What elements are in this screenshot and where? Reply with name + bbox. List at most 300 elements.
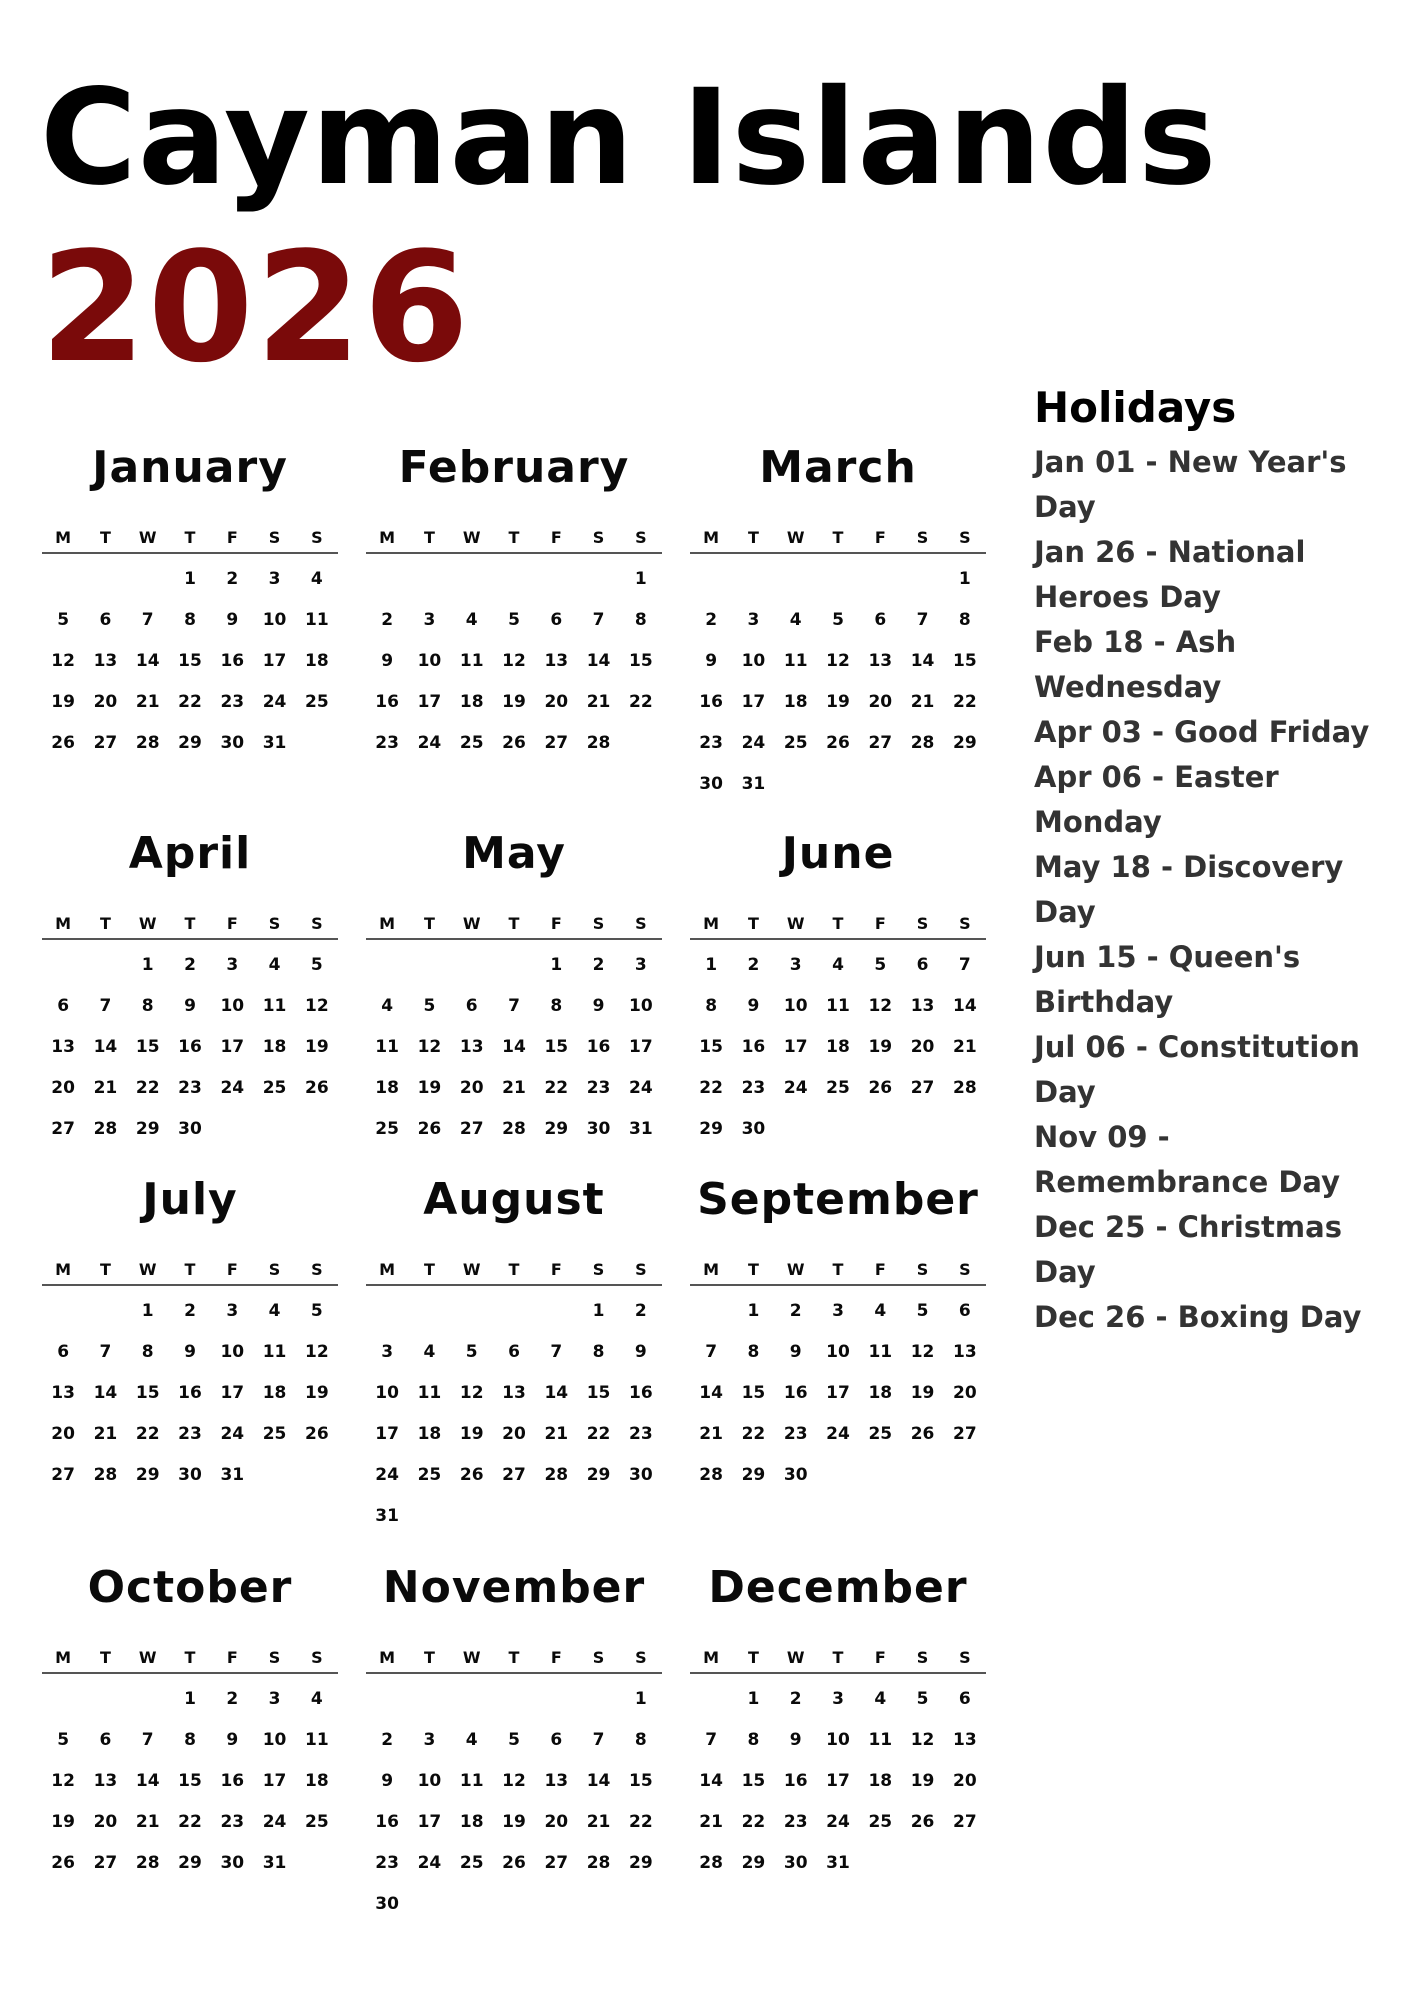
weekday-label: M — [55, 913, 72, 933]
weekday-label: S — [959, 527, 971, 547]
day-cell: 14 — [544, 1382, 569, 1403]
day-cell: 5 — [465, 1341, 478, 1362]
day-cell: 10 — [741, 650, 766, 671]
day-cell: 28 — [135, 732, 160, 753]
day-cell: 16 — [783, 1770, 808, 1791]
day-cell: 8 — [184, 1729, 196, 1750]
day-cell: 11 — [262, 995, 287, 1016]
weekday-label: S — [635, 527, 647, 547]
weekday-header — [690, 522, 986, 554]
day-cell: 25 — [826, 1077, 850, 1098]
day-cell: 3 — [226, 954, 239, 975]
day-cell: 6 — [99, 609, 112, 630]
weekday-label: S — [592, 913, 605, 933]
weekday-label: F — [550, 527, 562, 547]
day-cell: 8 — [634, 609, 647, 630]
day-cell: 26 — [459, 1464, 484, 1485]
day-cell: 14 — [135, 1770, 160, 1791]
day-cell: 8 — [550, 995, 563, 1016]
day-cell: 21 — [135, 1811, 160, 1832]
day-cell: 24 — [826, 1423, 850, 1444]
day-cell: 13 — [953, 1341, 977, 1362]
weekday-label: W — [462, 527, 481, 547]
day-cell: 10 — [783, 995, 808, 1016]
year-heading: 2026 — [40, 219, 472, 396]
weekday-label: W — [786, 913, 805, 933]
weekday-label: F — [874, 1647, 886, 1667]
day-cell: 13 — [51, 1036, 75, 1057]
holiday-item: Dec 26 - Boxing Day — [1034, 1300, 1362, 1334]
weekday-label: S — [592, 527, 605, 547]
day-cell: 28 — [910, 732, 935, 753]
day-cell: 6 — [550, 609, 563, 630]
weekday-label: F — [226, 1259, 238, 1279]
day-cell: 21 — [586, 691, 611, 712]
day-cell: 6 — [99, 1729, 112, 1750]
day-cell: 11 — [783, 650, 808, 671]
day-cell: 24 — [220, 1077, 245, 1098]
day-cell: 8 — [141, 1341, 154, 1362]
day-cell: 17 — [741, 691, 766, 712]
day-cell: 6 — [57, 995, 70, 1016]
day-cell: 29 — [586, 1464, 611, 1485]
month-september — [690, 1174, 986, 1495]
day-cell: 2 — [226, 1688, 239, 1709]
day-cell: 2 — [634, 1300, 647, 1321]
day-cell: 30 — [220, 732, 245, 753]
day-cell: 30 — [178, 1464, 202, 1485]
day-cell: 3 — [268, 1688, 281, 1709]
day-cell: 9 — [381, 1770, 394, 1791]
holiday-item: Apr 03 - Good Friday — [1034, 715, 1370, 749]
weekday-label: F — [226, 527, 238, 547]
day-cell: 7 — [916, 609, 929, 630]
day-cell: 6 — [874, 609, 887, 630]
day-cell: 14 — [699, 1770, 723, 1791]
day-cell: 6 — [508, 1341, 520, 1362]
day-cell: 7 — [592, 609, 605, 630]
day-cell: 7 — [99, 995, 112, 1016]
day-cell: 5 — [508, 1729, 520, 1750]
day-cell: 24 — [220, 1423, 245, 1444]
weekday-header — [690, 908, 986, 940]
day-cell: 30 — [220, 1852, 245, 1873]
weekday-label: F — [874, 1259, 886, 1279]
day-cell: 16 — [220, 650, 245, 671]
day-cell: 18 — [262, 1036, 287, 1057]
day-cell: 4 — [268, 954, 281, 975]
day-cell: 26 — [502, 732, 526, 753]
day-cell: 9 — [705, 650, 718, 671]
weekday-label: W — [786, 1259, 805, 1279]
weekday-header — [690, 1642, 986, 1674]
weekday-label: W — [138, 913, 157, 933]
day-cell: 14 — [93, 1036, 118, 1057]
day-cell: 30 — [699, 773, 723, 794]
day-cell: 17 — [783, 1036, 808, 1057]
day-cell: 31 — [741, 773, 766, 794]
day-cell: 22 — [178, 691, 202, 712]
day-cell: 20 — [544, 1811, 569, 1832]
day-cell: 18 — [868, 1770, 893, 1791]
day-cell: 30 — [586, 1118, 611, 1139]
day-cell: 29 — [178, 1852, 202, 1873]
day-cell: 20 — [953, 1382, 977, 1403]
weekday-label: M — [55, 1647, 72, 1667]
holiday-item: Jun 15 - Queen's Birthday — [1034, 940, 1301, 1019]
day-cell: 19 — [910, 1382, 935, 1403]
day-cell: 13 — [502, 1382, 526, 1403]
day-cell: 1 — [184, 1688, 196, 1709]
holiday-item: Jan 26 - National Heroes Day — [1034, 535, 1306, 614]
day-cell: 24 — [783, 1077, 808, 1098]
day-cell: 17 — [375, 1423, 399, 1444]
day-cell: 12 — [51, 1770, 75, 1791]
holiday-item: Feb 18 - Ash Wednesday — [1034, 625, 1237, 704]
day-cell: 24 — [741, 732, 766, 753]
weekday-label: S — [916, 1647, 929, 1667]
day-cell: 14 — [699, 1382, 723, 1403]
day-cell: 9 — [789, 1341, 802, 1362]
day-cell: 11 — [262, 1341, 287, 1362]
day-cell: 19 — [51, 1811, 75, 1832]
day-cell: 18 — [459, 691, 484, 712]
day-cell: 4 — [789, 609, 802, 630]
day-cell: 20 — [953, 1770, 977, 1791]
weekday-label: M — [379, 1259, 396, 1279]
month-name: February — [398, 442, 630, 493]
day-cell: 3 — [747, 609, 760, 630]
day-cell: 28 — [586, 732, 611, 753]
day-cell: 26 — [51, 732, 75, 753]
day-cell: 24 — [262, 1811, 287, 1832]
day-cell: 1 — [184, 568, 196, 589]
weekday-label: F — [550, 913, 562, 933]
weekday-label: T — [99, 1647, 111, 1667]
day-cell: 16 — [699, 691, 723, 712]
holiday-item: Jul 06 - Constitution Day — [1034, 1030, 1360, 1109]
holiday-item: Dec 25 - Christmas Day — [1034, 1210, 1342, 1289]
day-cell: 15 — [699, 1036, 723, 1057]
weekday-label: T — [184, 913, 196, 933]
month-name: March — [759, 442, 917, 493]
month-name: August — [423, 1174, 605, 1225]
day-cell: 26 — [417, 1118, 442, 1139]
day-cell: 7 — [705, 1729, 718, 1750]
weekday-label: T — [747, 913, 759, 933]
day-cell: 27 — [953, 1423, 977, 1444]
day-cell: 7 — [705, 1341, 718, 1362]
day-cell: 12 — [868, 995, 893, 1016]
day-cell: 8 — [705, 995, 718, 1016]
weekday-label: S — [959, 913, 971, 933]
day-cell: 8 — [747, 1729, 760, 1750]
day-cell: 28 — [502, 1118, 526, 1139]
day-cell: 27 — [51, 1464, 75, 1485]
day-cell: 29 — [741, 1852, 766, 1873]
day-cell: 20 — [544, 691, 569, 712]
day-cell: 13 — [93, 650, 118, 671]
day-cell: 12 — [305, 995, 329, 1016]
day-cell: 21 — [135, 691, 160, 712]
day-grid — [42, 1290, 338, 1495]
day-cell: 25 — [459, 732, 484, 753]
page-title: Cayman Islands — [40, 61, 1218, 215]
day-cell: 24 — [417, 732, 442, 753]
weekday-label: T — [184, 527, 196, 547]
day-cell: 22 — [629, 691, 653, 712]
weekday-label: S — [635, 1259, 647, 1279]
day-cell: 16 — [741, 1036, 766, 1057]
day-cell: 9 — [747, 995, 760, 1016]
day-cell: 27 — [544, 732, 569, 753]
weekday-header — [42, 1254, 338, 1286]
day-cell: 18 — [305, 650, 329, 671]
day-cell: 23 — [375, 1852, 399, 1873]
day-cell: 4 — [874, 1300, 887, 1321]
month-june — [690, 828, 986, 1149]
day-cell: 9 — [789, 1729, 802, 1750]
day-cell: 13 — [93, 1770, 118, 1791]
day-cell: 5 — [310, 1300, 323, 1321]
day-cell: 13 — [953, 1729, 977, 1750]
day-cell: 9 — [184, 995, 196, 1016]
day-cell: 30 — [741, 1118, 766, 1139]
day-cell: 9 — [634, 1341, 647, 1362]
weekday-label: T — [423, 527, 435, 547]
weekday-header — [366, 1642, 662, 1674]
day-cell: 2 — [381, 1729, 394, 1750]
day-cell: 14 — [586, 650, 611, 671]
day-cell: 4 — [465, 1729, 478, 1750]
day-cell: 18 — [826, 1036, 850, 1057]
day-cell: 21 — [910, 691, 935, 712]
weekday-label: S — [959, 1259, 971, 1279]
day-cell: 25 — [375, 1118, 399, 1139]
day-cell: 12 — [502, 1770, 526, 1791]
day-cell: 27 — [93, 1852, 118, 1873]
day-cell: 25 — [459, 1852, 484, 1873]
day-cell: 21 — [953, 1036, 977, 1057]
day-cell: 1 — [705, 954, 718, 975]
weekday-label: T — [832, 1259, 844, 1279]
weekday-label: S — [268, 527, 281, 547]
weekday-label: S — [916, 527, 929, 547]
weekday-header — [42, 522, 338, 554]
day-cell: 22 — [741, 1423, 766, 1444]
day-cell: 20 — [51, 1423, 75, 1444]
day-cell: 10 — [262, 609, 287, 630]
day-cell: 15 — [953, 650, 977, 671]
day-cell: 19 — [305, 1036, 329, 1057]
day-cell: 7 — [141, 609, 154, 630]
day-cell: 21 — [586, 1811, 611, 1832]
month-name: September — [697, 1174, 979, 1225]
weekday-label: W — [138, 527, 157, 547]
day-cell: 1 — [141, 954, 154, 975]
day-grid — [366, 1678, 662, 1924]
day-cell: 19 — [305, 1382, 329, 1403]
month-april — [42, 828, 338, 1149]
weekday-label: W — [786, 1647, 805, 1667]
month-name: July — [142, 1174, 238, 1225]
day-cell: 26 — [910, 1811, 935, 1832]
day-grid — [690, 944, 986, 1149]
month-january — [42, 442, 338, 763]
day-cell: 25 — [305, 1811, 329, 1832]
day-cell: 4 — [381, 995, 394, 1016]
day-cell: 7 — [99, 1341, 112, 1362]
day-cell: 15 — [178, 1770, 202, 1791]
day-cell: 31 — [629, 1118, 653, 1139]
day-cell: 1 — [634, 1688, 647, 1709]
weekday-header — [42, 1642, 338, 1674]
weekday-label: S — [635, 1647, 647, 1667]
day-cell: 20 — [51, 1077, 75, 1098]
day-cell: 17 — [826, 1382, 850, 1403]
month-march — [690, 442, 986, 804]
day-cell: 15 — [741, 1382, 766, 1403]
day-cell: 22 — [629, 1811, 653, 1832]
day-cell: 19 — [910, 1770, 935, 1791]
day-cell: 23 — [586, 1077, 611, 1098]
day-cell: 1 — [958, 568, 971, 589]
day-cell: 29 — [544, 1118, 569, 1139]
weekday-label: T — [832, 1647, 844, 1667]
day-cell: 26 — [826, 732, 850, 753]
weekday-label: S — [916, 913, 929, 933]
day-cell: 7 — [592, 1729, 605, 1750]
weekday-label: S — [311, 1647, 323, 1667]
day-grid — [690, 1290, 986, 1495]
day-cell: 27 — [910, 1077, 935, 1098]
day-cell: 2 — [184, 954, 196, 975]
day-cell: 5 — [57, 609, 70, 630]
day-cell: 30 — [375, 1893, 399, 1914]
day-cell: 23 — [220, 691, 245, 712]
month-name: October — [87, 1562, 293, 1613]
day-cell: 12 — [51, 650, 75, 671]
day-cell: 19 — [826, 691, 850, 712]
day-cell: 13 — [51, 1382, 75, 1403]
month-name: May — [462, 828, 566, 879]
day-cell: 18 — [375, 1077, 399, 1098]
weekday-label: F — [226, 1647, 238, 1667]
day-cell: 10 — [629, 995, 653, 1016]
day-grid — [366, 944, 662, 1149]
weekday-label: T — [423, 913, 435, 933]
day-cell: 29 — [629, 1852, 653, 1873]
weekday-label: W — [786, 527, 805, 547]
day-cell: 10 — [375, 1382, 399, 1403]
day-cell: 5 — [508, 609, 520, 630]
weekday-label: T — [99, 913, 111, 933]
day-cell: 17 — [417, 691, 442, 712]
day-cell: 20 — [502, 1423, 526, 1444]
day-cell: 24 — [375, 1464, 399, 1485]
day-cell: 2 — [705, 609, 718, 630]
day-cell: 2 — [226, 568, 239, 589]
day-cell: 14 — [502, 1036, 526, 1057]
day-cell: 21 — [699, 1811, 723, 1832]
weekday-label: T — [184, 1647, 196, 1667]
day-cell: 9 — [226, 1729, 239, 1750]
day-cell: 18 — [783, 691, 808, 712]
weekday-label: T — [832, 913, 844, 933]
day-cell: 17 — [629, 1036, 653, 1057]
weekday-label: S — [311, 913, 323, 933]
day-cell: 30 — [783, 1464, 808, 1485]
day-cell: 28 — [699, 1852, 723, 1873]
day-cell: 8 — [958, 609, 971, 630]
day-grid — [42, 1678, 338, 1883]
day-cell: 7 — [550, 1341, 563, 1362]
month-august — [366, 1174, 662, 1536]
weekday-label: W — [138, 1259, 157, 1279]
weekday-label: F — [550, 1259, 562, 1279]
day-cell: 22 — [544, 1077, 569, 1098]
weekday-label: T — [184, 1259, 196, 1279]
day-cell: 2 — [592, 954, 605, 975]
day-cell: 26 — [910, 1423, 935, 1444]
weekday-header — [690, 1254, 986, 1286]
month-july — [42, 1174, 338, 1495]
day-cell: 17 — [417, 1811, 442, 1832]
day-cell: 31 — [262, 1852, 287, 1873]
day-cell: 9 — [592, 995, 605, 1016]
weekday-label: M — [703, 1647, 720, 1667]
day-cell: 31 — [262, 732, 287, 753]
day-grid — [366, 558, 662, 763]
day-cell: 18 — [262, 1382, 287, 1403]
day-cell: 28 — [953, 1077, 977, 1098]
day-cell: 26 — [502, 1852, 526, 1873]
day-cell: 12 — [910, 1341, 935, 1362]
day-cell: 4 — [465, 609, 478, 630]
day-cell: 18 — [417, 1423, 442, 1444]
weekday-label: W — [462, 1647, 481, 1667]
day-cell: 28 — [544, 1464, 569, 1485]
day-cell: 21 — [544, 1423, 569, 1444]
day-cell: 5 — [916, 1688, 929, 1709]
weekday-label: T — [99, 527, 111, 547]
weekday-header — [366, 908, 662, 940]
day-cell: 4 — [832, 954, 844, 975]
day-cell: 3 — [226, 1300, 239, 1321]
weekday-label: T — [832, 527, 844, 547]
day-cell: 30 — [783, 1852, 808, 1873]
day-cell: 24 — [262, 691, 287, 712]
day-cell: 23 — [178, 1423, 202, 1444]
day-cell: 15 — [135, 1382, 160, 1403]
day-cell: 4 — [874, 1688, 887, 1709]
day-cell: 19 — [868, 1036, 893, 1057]
weekday-label: S — [268, 913, 281, 933]
weekday-label: T — [508, 527, 520, 547]
weekday-label: M — [703, 527, 720, 547]
month-october — [42, 1562, 338, 1883]
holiday-item: May 18 - Discovery Day — [1034, 850, 1344, 929]
day-cell: 10 — [220, 1341, 245, 1362]
day-cell: 27 — [502, 1464, 526, 1485]
day-cell: 9 — [226, 609, 239, 630]
day-cell: 11 — [375, 1036, 399, 1057]
day-cell: 25 — [262, 1077, 287, 1098]
day-cell: 17 — [262, 1770, 287, 1791]
day-cell: 8 — [184, 609, 196, 630]
day-cell: 22 — [699, 1077, 723, 1098]
day-cell: 12 — [459, 1382, 484, 1403]
